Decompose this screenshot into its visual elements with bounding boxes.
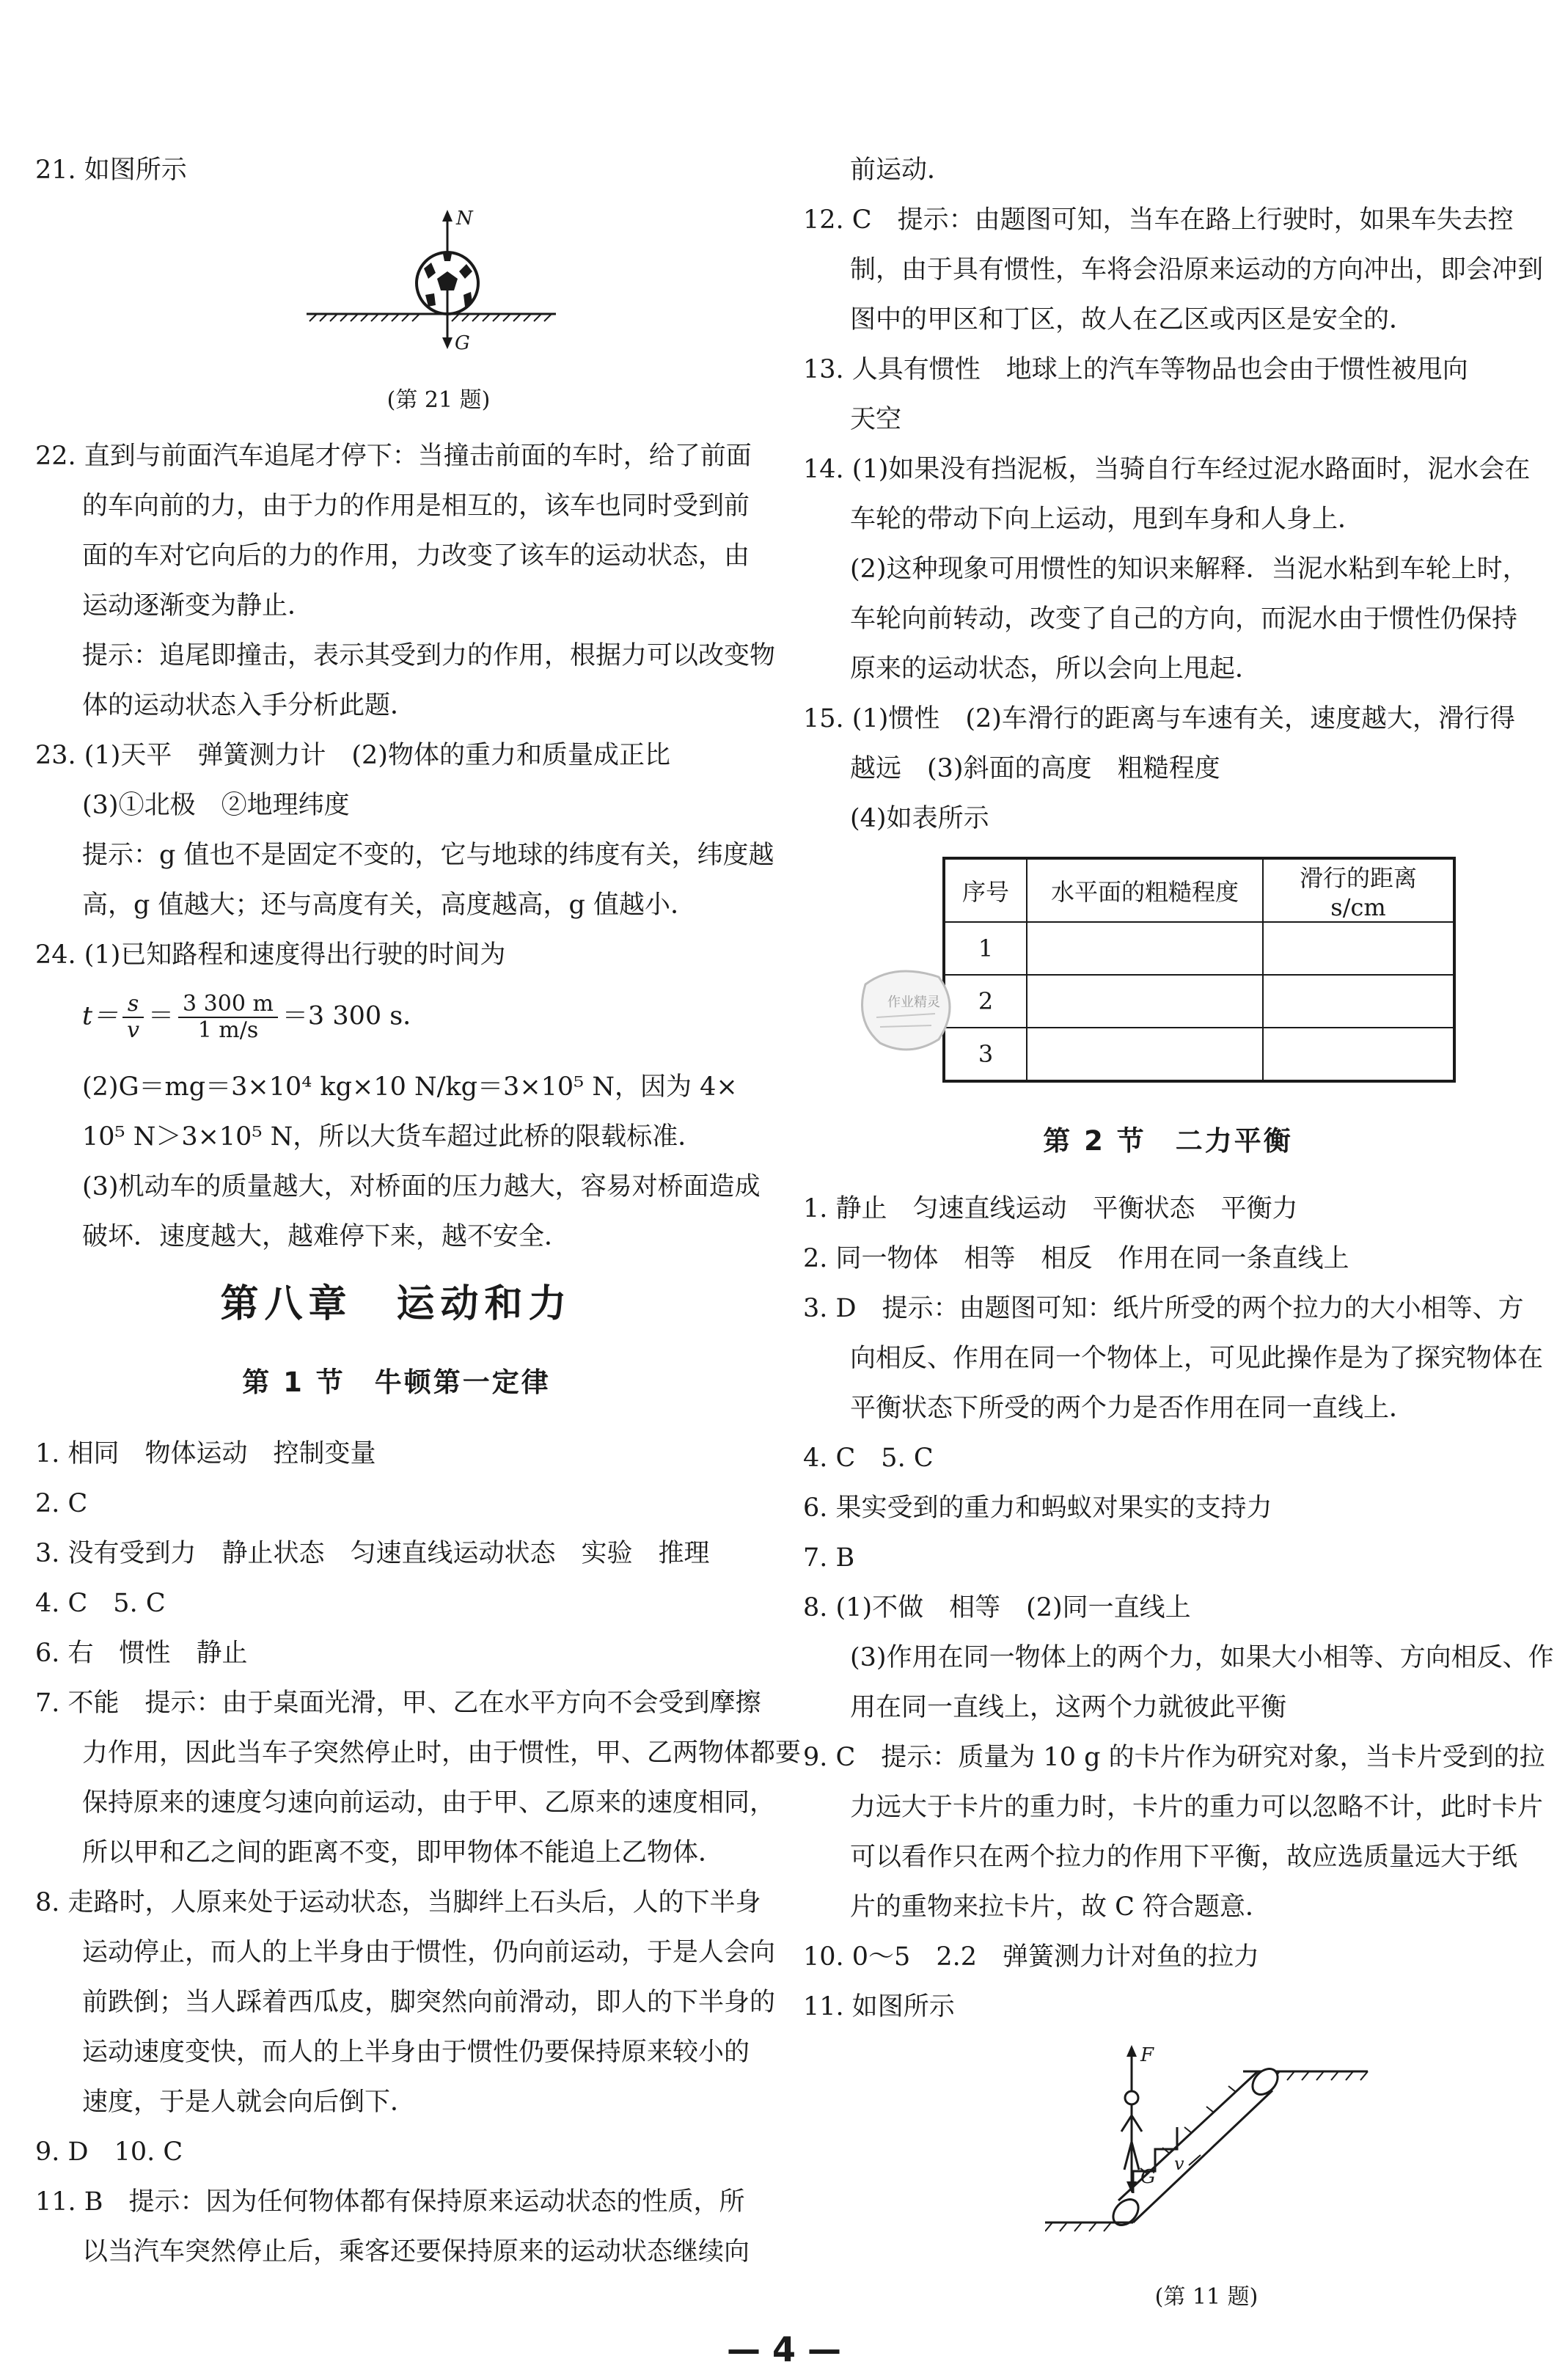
table-row	[944, 975, 1454, 1028]
figure-21-soccer-ball	[299, 205, 578, 374]
s1-item-11-line-2: 以当汽车突然停止后，乘客还要保持原来的运动状态继续向	[82, 2237, 750, 2267]
s2-item-6: 6. 果实受到的重力和蚂蚁对果实的支持力	[803, 1493, 1272, 1523]
table-cell: 2	[944, 975, 1027, 1028]
figure-11-caption: (第 11 题)	[1154, 2284, 1259, 2310]
table-row	[944, 922, 1454, 975]
q23-hint-1: 提示：g 值也不是固定不变的，它与地球的纬度有关，纬度越	[82, 841, 774, 870]
figure-11-label-g: G	[1140, 2166, 1156, 2188]
s2-item-9-line-2: 力远大于卡片的重力时，卡片的重力可以忽略不计，此时卡片	[850, 1793, 1544, 1822]
q15-line-3: (4)如表所示	[850, 804, 989, 833]
stamp-text: 作业精灵	[887, 995, 940, 1010]
figure-21-label-n: N	[456, 208, 473, 230]
q23-line-1: 23. (1)天平 弹簧测力计 (2)物体的重力和质量成正比	[35, 741, 670, 770]
figure-21-caption: (第 21 题)	[386, 387, 491, 413]
q12-line-3: 图中的甲区和丁区，故人在乙区或丙区是安全的．	[850, 305, 1415, 334]
fraction-s-over-v	[122, 992, 144, 1043]
table-cell	[1027, 922, 1263, 975]
q15-line-2: 越远 (3)斜面的高度 粗糙程度	[850, 754, 1220, 783]
table-cell	[1263, 922, 1454, 975]
chapter-title: 第八章 运动和力	[220, 1282, 573, 1326]
s2-item-10: 10. 0～5 2.2 弹簧测力计对鱼的拉力	[803, 1942, 1259, 1972]
q15: 15. (1)惯性 (2)车滑行的距离与车速有关，速度越大，滑行得	[803, 704, 1515, 733]
q12-line-2: 制，由于具有惯性，车将会沿原来运动的方向冲出，即会冲到	[850, 255, 1544, 285]
q22-line-1: 22. 直到与前面汽车追尾才停下：当撞击前面的车时，给了前面	[35, 442, 752, 471]
q24-formula	[82, 992, 428, 1043]
q22-line-4: 运动逐渐变为静止．	[82, 591, 314, 621]
table-cell	[1263, 975, 1454, 1028]
s1-item-8-line-5: 速度，于是人就会向后倒下．	[82, 2088, 417, 2117]
formula-t: t＝	[82, 1001, 119, 1031]
table-cell: 3	[944, 1028, 1027, 1081]
s2-item-11: 11. 如图所示	[803, 1992, 955, 2022]
q13: 13. 人具有惯性 地球上的汽车等物品也会由于惯性被甩向	[803, 355, 1468, 384]
record-table	[942, 857, 1456, 1083]
q14-line-5: 原来的运动状态，所以会向上甩起．	[850, 654, 1261, 684]
s2-item-8: 8. (1)不做 相等 (2)同一直线上	[803, 1593, 1191, 1622]
q22-line-3: 面的车对它向后的力的作用，力改变了该车的运动状态，由	[82, 541, 750, 571]
table-header-cell: 水平面的粗糙程度	[1027, 858, 1263, 922]
q14-line-2: 车轮的带动下向上运动，甩到车身和人身上．	[850, 505, 1364, 534]
page-number: — 4 —	[726, 2330, 842, 2369]
s1-item-7-line-4: 所以甲和乙之间的距离不变，即甲物体不能追上乙物体．	[82, 1838, 725, 1867]
figure-11-label-v: v	[1174, 2154, 1184, 2174]
s2-item-3: 3. D 提示：由题图可知：纸片所受的两个拉力的大小相等、方	[803, 1294, 1524, 1323]
s1-item-7: 7. 不能 提示：由于桌面光滑，甲、乙在水平方向不会受到摩擦	[35, 1689, 761, 1718]
s1-item-8: 8. 走路时，人原来处于运动状态，当脚绊上石头后，人的下半身	[35, 1888, 761, 1917]
s2-item-4: 4. C 5. C	[803, 1444, 934, 1473]
r-line-1: 前运动．	[850, 156, 953, 185]
table-header-cell: 序号	[944, 858, 1027, 922]
s2-item-2: 2. 同一物体 相等 相反 作用在同一条直线上	[803, 1244, 1349, 1273]
q14-line-3: (2)这种现象可用惯性的知识来解释．当泥水粘到车轮上时，	[850, 555, 1528, 584]
s1-item-8-line-4: 运动速度变快，而人的上半身由于惯性仍要保持原来较小的	[82, 2038, 750, 2067]
figure-11-escalator	[1045, 2039, 1382, 2267]
s1-item-7-line-3: 保持原来的速度匀速向前运动，由于甲、乙原来的速度相同，	[82, 1788, 776, 1818]
s2-item-9: 9. C 提示：质量为 10 g 的卡片作为研究对象，当卡片受到的拉	[803, 1743, 1545, 1772]
fraction-denominator-v: v	[127, 1017, 140, 1043]
s1-item-8-line-3: 前跌倒；当人踩着西瓜皮，脚突然向前滑动，即人的下半身的	[82, 1988, 776, 2017]
q12: 12. C 提示：由题图可知，当车在路上行驶时，如果车失去控	[803, 205, 1514, 235]
s1-item-8-line-2: 运动停止，而人的上半身由于惯性，仍向前运动，于是人会向	[82, 1938, 776, 1967]
fraction-denominator-speed: 1 m/s	[197, 1017, 259, 1043]
fraction-numerator-distance: 3 300 m	[178, 992, 278, 1018]
q24-line-5: 破坏．速度越大，越难停下来，越不安全．	[82, 1222, 571, 1251]
s1-item-9: 9. D 10. C	[35, 2137, 183, 2167]
s1-item-1: 1. 相同 物体运动 控制变量	[35, 1439, 376, 1468]
section-1-title: 第 1 节 牛顿第一定律	[242, 1367, 551, 1398]
table-cell	[1027, 1028, 1263, 1081]
s1-item-7-line-2: 力作用，因此当车子突然停止时，由于惯性，甲、乙两物体都要	[82, 1738, 802, 1768]
q22-hint-2: 体的运动状态入手分析此题．	[82, 691, 417, 720]
s1-item-4: 4. C 5. C	[35, 1589, 166, 1618]
formula-result: ＝3 300 s．	[282, 1001, 429, 1031]
figure-11-label-f: F	[1140, 2044, 1154, 2066]
homework-stamp-logo	[851, 962, 961, 1058]
formula-eq: ＝	[148, 1001, 175, 1031]
q24-line-4: (3)机动车的质量越大，对桥面的压力越大，容易对桥面造成	[82, 1172, 761, 1201]
q24-line-2: (2)G＝mg＝3×10⁴ kg×10 N/kg＝3×10⁵ N，因为 4×	[82, 1072, 738, 1102]
s2-item-1: 1. 静止 匀速直线运动 平衡状态 平衡力	[803, 1194, 1298, 1223]
table-cell	[1027, 975, 1263, 1028]
s1-item-3: 3. 没有受到力 静止状态 匀速直线运动状态 实验 推理	[35, 1539, 710, 1568]
table-cell: 1	[944, 922, 1027, 975]
q14: 14. (1)如果没有挡泥板，当骑自行车经过泥水路面时，泥水会在	[803, 455, 1531, 484]
s2-item-7: 7. B	[803, 1543, 855, 1573]
s1-item-6: 6. 右 惯性 静止	[35, 1639, 248, 1668]
figure-21-label-g: G	[455, 332, 470, 354]
q22-hint-1: 提示：追尾即撞击，表示其受到力的作用，根据力可以改变物	[82, 641, 776, 670]
q14-line-4: 车轮向前转动，改变了自己的方向，而泥水由于惯性仍保持	[850, 604, 1518, 634]
s2-item-3-line-2: 向相反、作用在同一个物体上，可见此操作是为了探究物体在	[850, 1344, 1544, 1373]
table-header-row	[944, 858, 1454, 922]
q22-line-2: 的车向前的力，由于力的作用是相互的，该车也同时受到前	[82, 491, 750, 521]
table-cell	[1263, 1028, 1454, 1081]
q13-line-2: 天空	[850, 405, 902, 434]
q24-line-3: 10⁵ N＞3×10⁵ N，所以大货车超过此桥的限载标准．	[82, 1122, 704, 1152]
section-2-title: 第 2 节 二力平衡	[1043, 1125, 1293, 1157]
fraction-numerator-s: s	[122, 992, 144, 1018]
s2-item-8-line-2: (3)作用在同一物体上的两个力，如果大小相等、方向相反、作	[850, 1643, 1554, 1672]
s2-item-3-line-3: 平衡状态下所受的两个力是否作用在同一直线上．	[850, 1394, 1415, 1423]
fraction-distance-over-speed	[178, 992, 278, 1043]
s1-item-2: 2. C	[35, 1489, 88, 1518]
s1-item-11: 11. B 提示：因为任何物体都有保持原来运动状态的性质，所	[35, 2187, 745, 2217]
q21-text: 21. 如图所示	[35, 156, 187, 185]
s2-item-9-line-4: 片的重物来拉卡片，故 C 符合题意．	[850, 1892, 1272, 1922]
q23-line-2: (3)①北极 ②地理纬度	[82, 791, 350, 820]
q24-line-1: 24. (1)已知路程和速度得出行驶的时间为	[35, 940, 506, 970]
s2-item-9-line-3: 可以看作只在两个拉力的作用下平衡，故应选质量远大于纸	[850, 1843, 1518, 1872]
q23-hint-2: 高，g 值越大；还与高度有关，高度越高，g 值越小．	[82, 890, 697, 920]
table-row	[944, 1028, 1454, 1081]
s2-item-8-line-3: 用在同一直线上，这两个力就彼此平衡	[850, 1693, 1287, 1722]
table-header-cell: 滑行的距离 s/cm	[1263, 858, 1454, 922]
